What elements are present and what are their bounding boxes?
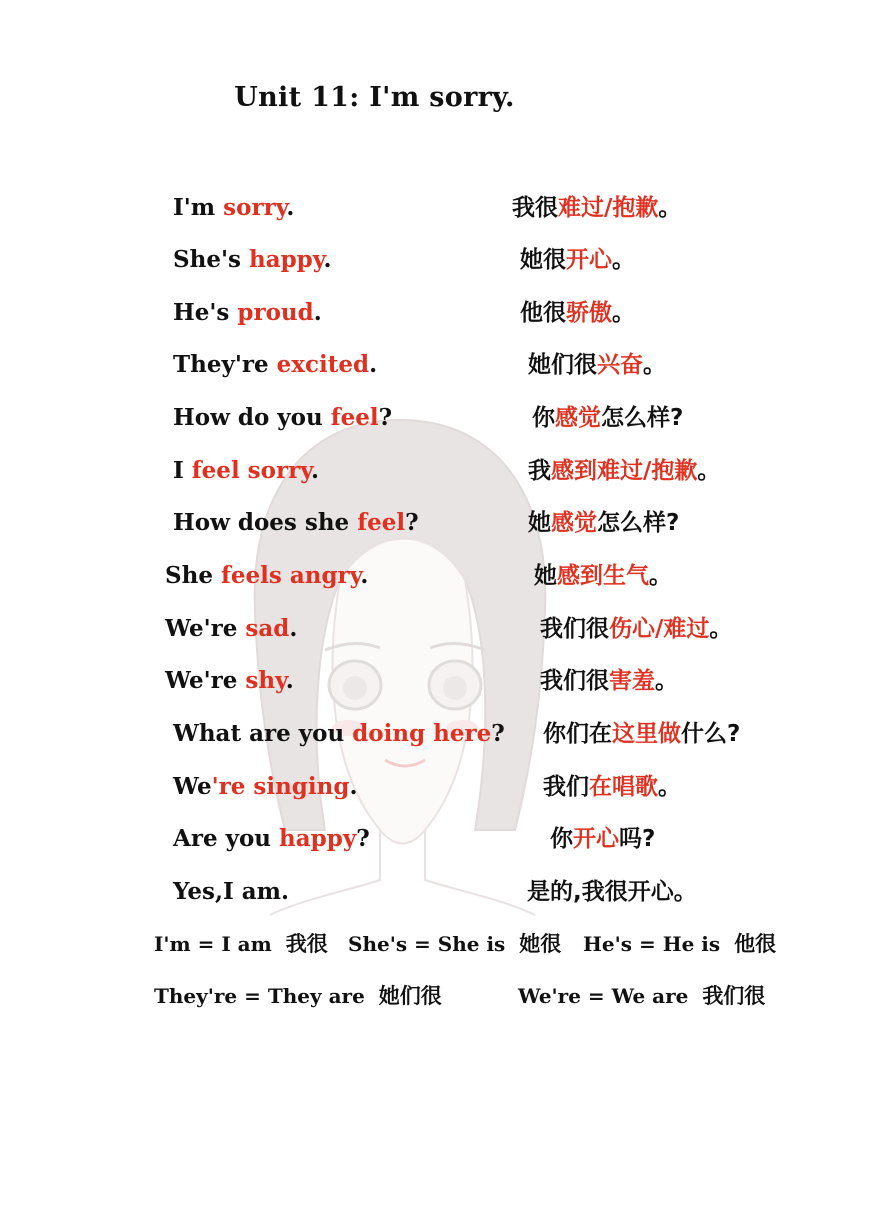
contraction-item	[154, 926, 328, 962]
sentence-text: .	[313, 299, 322, 326]
translation-text: 我们很	[540, 668, 609, 694]
sentence-row	[0, 451, 879, 491]
chinese-translation	[528, 503, 679, 543]
translation-text: 。	[658, 774, 681, 800]
sentence-text: ?	[491, 720, 505, 747]
page-title: Unit 11: I'm sorry.	[234, 82, 515, 113]
sentence-text: Yes,I am.	[173, 878, 290, 905]
contraction-chinese: 我很	[285, 932, 328, 956]
chinese-translation	[520, 240, 635, 280]
sentence-row	[0, 819, 879, 859]
english-sentence	[165, 556, 368, 596]
highlighted-word: 伤心/难过	[609, 616, 710, 642]
contraction-row	[0, 926, 879, 962]
english-sentence	[173, 451, 319, 491]
contraction-chinese: 我们很	[702, 984, 766, 1008]
contraction-item	[518, 978, 765, 1014]
translation-text: 。	[612, 247, 635, 273]
sentence-text: ?	[405, 509, 419, 536]
sentence-text: ?	[356, 825, 370, 852]
highlighted-word: sad	[245, 615, 290, 642]
highlighted-word: 难过/抱歉	[558, 195, 659, 221]
highlighted-word: proud	[237, 299, 314, 326]
sentence-row	[0, 398, 879, 438]
sentence-row	[0, 188, 879, 228]
translation-text: 怎么样?	[597, 510, 680, 536]
sentence-text: How do you	[173, 404, 331, 431]
highlighted-word: excited	[276, 351, 370, 378]
chinese-translation	[528, 345, 666, 385]
highlighted-word: 开心	[573, 826, 619, 852]
sentence-text: .	[286, 194, 295, 221]
chinese-translation	[532, 398, 683, 438]
highlighted-word: 骄傲	[566, 300, 612, 326]
contraction-item	[583, 926, 776, 962]
highlighted-word: feel sorry	[191, 457, 311, 484]
sentence-text: He's	[173, 299, 238, 326]
highlighted-word: 兴奋	[597, 352, 643, 378]
contraction-item	[348, 926, 561, 962]
chinese-translation	[520, 293, 635, 333]
translation-text: 我	[528, 458, 551, 484]
translation-text: 你	[532, 405, 555, 431]
chinese-translation	[528, 451, 720, 491]
translation-text: 。	[612, 300, 635, 326]
sentence-text: We're	[165, 615, 246, 642]
sentence-text: What are you	[173, 720, 353, 747]
sentence-row	[0, 767, 879, 807]
highlighted-word: 这里做	[612, 721, 681, 747]
sentence-text: .	[289, 615, 298, 642]
translation-text: 。	[658, 195, 682, 221]
english-sentence	[173, 714, 505, 754]
sentence-text: .	[369, 351, 378, 378]
translation-text: 我们	[543, 774, 589, 800]
chinese-translation	[543, 714, 740, 754]
contraction-chinese: 她很	[519, 932, 562, 956]
sentence-text: They're	[173, 351, 277, 378]
sentence-text: We	[173, 773, 212, 800]
contraction-row	[0, 978, 879, 1014]
chinese-translation	[543, 767, 681, 807]
translation-text: 。	[697, 458, 721, 484]
chinese-translation	[540, 661, 678, 701]
sentence-text: Are you	[173, 825, 280, 852]
english-sentence	[173, 293, 322, 333]
english-sentence	[165, 661, 294, 701]
highlighted-word: shy	[245, 667, 286, 694]
sentence-text: .	[349, 773, 358, 800]
sentence-row	[0, 714, 879, 754]
translation-text: 。	[709, 616, 733, 642]
highlighted-word: 感觉	[555, 405, 601, 431]
chinese-translation	[550, 819, 655, 859]
english-sentence	[173, 819, 370, 859]
highlighted-word: 感觉	[551, 510, 597, 536]
english-sentence	[173, 872, 289, 912]
translation-text: 我很	[512, 195, 558, 221]
sentence-row	[0, 556, 879, 596]
highlighted-word: 感到生气	[557, 563, 649, 589]
highlighted-word: feel	[330, 404, 379, 431]
highlighted-word: 害羞	[609, 668, 655, 694]
translation-text: 什么?	[681, 721, 741, 747]
translation-text: 她们很	[528, 352, 597, 378]
translation-text: 我们很	[540, 616, 609, 642]
english-sentence	[173, 767, 357, 807]
chinese-translation	[540, 609, 732, 649]
chinese-translation	[512, 188, 681, 228]
translation-text: 她	[534, 563, 557, 589]
sentence-text: .	[323, 246, 332, 273]
contraction-english: We're = We are	[518, 984, 689, 1008]
contraction-chinese: 她们很	[378, 984, 442, 1008]
highlighted-word: 感到难过/抱歉	[551, 458, 698, 484]
contraction-english: I'm = I am	[154, 932, 272, 956]
english-sentence	[173, 503, 419, 543]
highlighted-word: 开心	[566, 247, 612, 273]
english-sentence	[173, 345, 377, 385]
sentence-row	[0, 503, 879, 543]
contraction-english: She's = She is	[348, 932, 506, 956]
english-sentence	[173, 240, 332, 280]
contraction-item	[154, 978, 442, 1014]
highlighted-word: happy	[279, 825, 357, 852]
contraction-english: He's = He is	[583, 932, 721, 956]
sentence-row	[0, 345, 879, 385]
sentence-row	[0, 872, 879, 912]
contraction-chinese: 他很	[734, 932, 777, 956]
sentence-text: She	[165, 562, 221, 589]
sentence-text: We're	[165, 667, 246, 694]
sentence-row	[0, 609, 879, 649]
sentence-row	[0, 661, 879, 701]
sentence-row	[0, 293, 879, 333]
highlighted-word: 're singing	[211, 773, 350, 800]
highlighted-word: 在唱歌	[589, 774, 658, 800]
contraction-english: They're = They are	[154, 984, 365, 1008]
english-sentence	[165, 609, 297, 649]
english-sentence	[173, 188, 294, 228]
translation-text: 。	[649, 563, 672, 589]
translation-text: 你	[550, 826, 573, 852]
chinese-translation	[527, 872, 697, 912]
translation-text: 你们在	[543, 721, 612, 747]
chinese-translation	[534, 556, 672, 596]
translation-text: 。	[655, 668, 678, 694]
highlighted-word: happy	[248, 246, 324, 273]
translation-text: 。	[643, 352, 666, 378]
translation-text: 怎么样?	[601, 405, 684, 431]
translation-text: 她	[528, 510, 551, 536]
english-sentence	[173, 398, 392, 438]
sentence-text: How does she	[173, 509, 358, 536]
sentence-text: I'm	[173, 194, 224, 221]
translation-text: 他很	[520, 300, 566, 326]
sentence-text: .	[310, 457, 319, 484]
sentence-text: .	[285, 667, 294, 694]
translation-text: 是的,我很开心。	[527, 879, 697, 905]
translation-text: 吗?	[619, 826, 656, 852]
sentence-text: ?	[378, 404, 393, 431]
sentence-row	[0, 240, 879, 280]
highlighted-word: sorry	[223, 194, 287, 221]
highlighted-word: feel	[357, 509, 406, 536]
translation-text: 她很	[520, 247, 566, 273]
sentence-text: I	[173, 457, 192, 484]
sentence-text: .	[360, 562, 369, 589]
highlighted-word: feels angry	[220, 562, 361, 589]
sentence-text: She's	[173, 246, 249, 273]
highlighted-word: doing here	[352, 720, 492, 747]
